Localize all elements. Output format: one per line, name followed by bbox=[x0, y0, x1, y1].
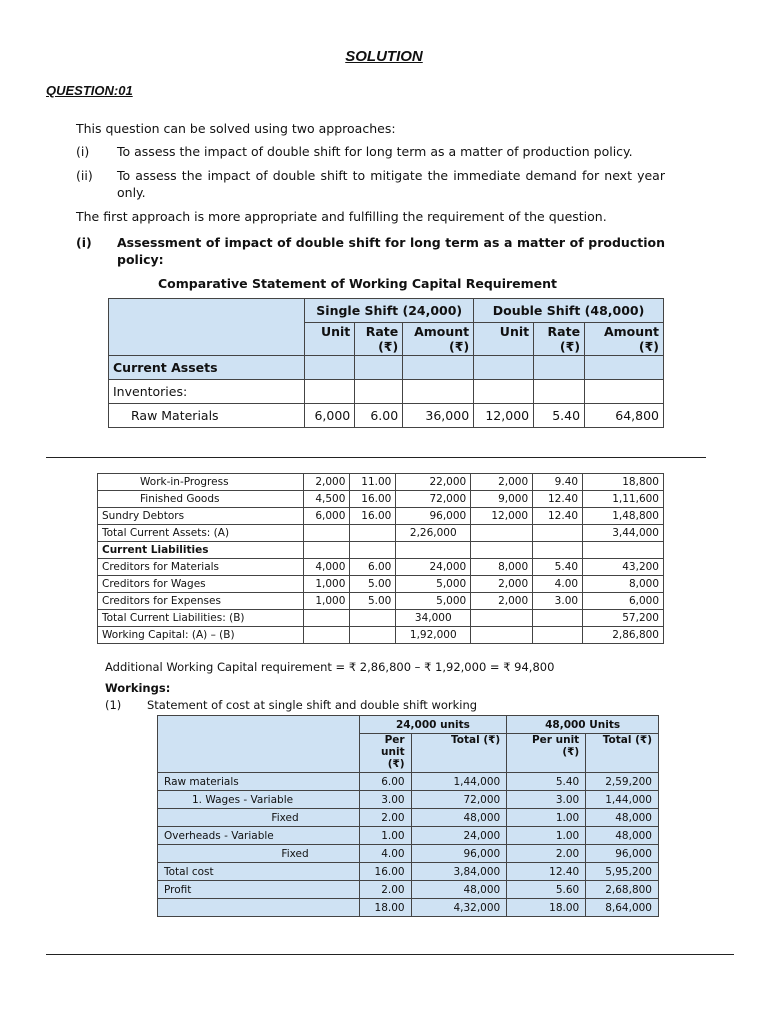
row-label: Creditors for Materials bbox=[98, 559, 304, 576]
col-total-24: Total (₹) bbox=[411, 734, 507, 773]
table-row bbox=[98, 525, 664, 542]
table-cell: 8,64,000 bbox=[586, 899, 659, 917]
table-cell bbox=[350, 610, 396, 627]
table-cell: 3,44,000 bbox=[583, 525, 664, 542]
table-cell: 22,000 bbox=[396, 474, 471, 491]
table-cell: 34,000 bbox=[396, 610, 471, 627]
table-cell: 8,000 bbox=[583, 576, 664, 593]
table-cell bbox=[350, 525, 396, 542]
col-rate-single: Rate (₹) bbox=[355, 323, 403, 356]
table-cell: 1.00 bbox=[507, 809, 586, 827]
inventories-label: Inventories: bbox=[109, 380, 305, 404]
table-cell: 64,800 bbox=[585, 404, 664, 428]
table-row bbox=[158, 809, 659, 827]
row-label: 1. Wages - Variable bbox=[158, 791, 360, 809]
approach-1-text: To assess the impact of double shift for long term as a matter of production policy. bbox=[117, 144, 633, 159]
col-unit-double: Unit bbox=[474, 323, 534, 356]
table-cell bbox=[304, 542, 350, 559]
table-cell: 5,000 bbox=[396, 576, 471, 593]
table-cell: 12.40 bbox=[507, 863, 586, 881]
table-cell bbox=[350, 627, 396, 644]
working-capital-table-part2 bbox=[97, 473, 664, 644]
section-i-num: (i) bbox=[76, 235, 92, 250]
row-label: Fixed bbox=[158, 845, 360, 863]
table-cell: 16.00 bbox=[350, 491, 396, 508]
row-label: Sundry Debtors bbox=[98, 508, 304, 525]
table-row bbox=[98, 627, 664, 644]
row-label: Raw materials bbox=[158, 773, 360, 791]
table-cell bbox=[471, 542, 533, 559]
intro-text: This question can be solved using two approaches: bbox=[76, 121, 396, 136]
table-cell: 24,000 bbox=[396, 559, 471, 576]
table-cell: 1,11,600 bbox=[583, 491, 664, 508]
table-cell: 1,44,000 bbox=[586, 791, 659, 809]
col-total-48: Total (₹) bbox=[586, 734, 659, 773]
table-cell: 3.00 bbox=[507, 791, 586, 809]
table-cell: 72,000 bbox=[411, 791, 507, 809]
table-cell: 2,68,800 bbox=[586, 881, 659, 899]
current-assets-label: Current Assets bbox=[109, 356, 305, 380]
table-cell: 9,000 bbox=[471, 491, 533, 508]
col-amount-single: Amount (₹) bbox=[403, 323, 474, 356]
table-cell: 4,32,000 bbox=[411, 899, 507, 917]
question-heading: QUESTION:01 bbox=[46, 83, 133, 98]
table-row bbox=[158, 845, 659, 863]
table-cell: 6,000 bbox=[583, 593, 664, 610]
table-cell bbox=[533, 627, 583, 644]
table-cell: 5.60 bbox=[507, 881, 586, 899]
page-divider bbox=[46, 457, 706, 458]
table-cell: 96,000 bbox=[586, 845, 659, 863]
table-cell: 43,200 bbox=[583, 559, 664, 576]
table-cell: 1.00 bbox=[507, 827, 586, 845]
table-cell bbox=[471, 627, 533, 644]
table-cell bbox=[304, 610, 350, 627]
table-cell: 6,000 bbox=[305, 404, 355, 428]
col-rate-double: Rate (₹) bbox=[534, 323, 585, 356]
table-row bbox=[98, 542, 664, 559]
table-cell bbox=[471, 610, 533, 627]
table-cell: 1,92,000 bbox=[396, 627, 471, 644]
table-cell: 3,84,000 bbox=[411, 863, 507, 881]
approach-2-text: To assess the impact of double shift to mitigate the immediate demand for next year only. bbox=[117, 168, 665, 200]
table-cell: 11.00 bbox=[350, 474, 396, 491]
row-label: Total Current Assets: (A) bbox=[98, 525, 304, 542]
table1-title: Comparative Statement of Working Capital Requirement bbox=[158, 276, 558, 291]
table-cell: 5,95,200 bbox=[586, 863, 659, 881]
table-row bbox=[98, 559, 664, 576]
page-heading: SOLUTION bbox=[345, 48, 423, 65]
table-cell: 16.00 bbox=[359, 863, 411, 881]
table-cell bbox=[304, 525, 350, 542]
first-approach-text: The first approach is more appropriate and fulfilling the requirement of the question. bbox=[76, 209, 607, 224]
table-cell: 5.40 bbox=[507, 773, 586, 791]
single-shift-header: Single Shift (24,000) bbox=[305, 299, 474, 323]
table-cell: 6.00 bbox=[350, 559, 396, 576]
approach-1-num: (i) bbox=[76, 144, 90, 159]
table-cell: 6,000 bbox=[304, 508, 350, 525]
table-cell: 2,000 bbox=[471, 474, 533, 491]
table-cell: 1.00 bbox=[359, 827, 411, 845]
table-cell: 96,000 bbox=[411, 845, 507, 863]
table-cell: 2,26,000 bbox=[396, 525, 471, 542]
table-row bbox=[158, 899, 659, 917]
row-label: Working Capital: (A) – (B) bbox=[98, 627, 304, 644]
workings-heading: Workings: bbox=[105, 681, 171, 695]
table-cell: 9.40 bbox=[533, 474, 583, 491]
table-cell: 12,000 bbox=[471, 508, 533, 525]
raw-materials-label: Raw Materials bbox=[109, 404, 305, 428]
table-cell bbox=[533, 542, 583, 559]
table-cell: 2,000 bbox=[304, 474, 350, 491]
working-1-num: (1) bbox=[105, 698, 122, 712]
table-row bbox=[98, 474, 664, 491]
table-row bbox=[158, 863, 659, 881]
table-cell: 1,000 bbox=[304, 593, 350, 610]
working-capital-table-part1 bbox=[108, 298, 664, 428]
table-cell: 2.00 bbox=[359, 809, 411, 827]
table-row bbox=[98, 576, 664, 593]
table-cell: 4,000 bbox=[304, 559, 350, 576]
table-row bbox=[158, 791, 659, 809]
table-cell: 2.00 bbox=[507, 845, 586, 863]
table-row bbox=[98, 610, 664, 627]
table-cell: 1,48,800 bbox=[583, 508, 664, 525]
page-bottom-rule bbox=[46, 954, 734, 955]
table-cell: 5,000 bbox=[396, 593, 471, 610]
table-cell: 2,000 bbox=[471, 576, 533, 593]
table-row bbox=[98, 491, 664, 508]
table-cell: 96,000 bbox=[396, 508, 471, 525]
table-cell: 36,000 bbox=[403, 404, 474, 428]
double-shift-header: Double Shift (48,000) bbox=[474, 299, 664, 323]
table-cell: 18.00 bbox=[359, 899, 411, 917]
row-label: Finished Goods bbox=[98, 491, 304, 508]
table-cell: 2,000 bbox=[471, 593, 533, 610]
table-cell: 1,000 bbox=[304, 576, 350, 593]
cost-statement-table bbox=[157, 715, 659, 917]
table-cell: 18.00 bbox=[507, 899, 586, 917]
table-cell: 5.40 bbox=[533, 559, 583, 576]
working-1-title: Statement of cost at single shift and double shift working bbox=[147, 698, 478, 712]
col-unit-single: Unit bbox=[305, 323, 355, 356]
group-24000-header: 24,000 units bbox=[359, 716, 507, 734]
table-cell: 48,000 bbox=[411, 809, 507, 827]
row-label: Fixed bbox=[158, 809, 360, 827]
table-cell bbox=[583, 542, 664, 559]
table-cell: 16.00 bbox=[350, 508, 396, 525]
table-cell: 6.00 bbox=[355, 404, 403, 428]
table1-blank-header bbox=[109, 299, 305, 356]
table-row bbox=[98, 508, 664, 525]
table-cell bbox=[533, 610, 583, 627]
row-label: Creditors for Wages bbox=[98, 576, 304, 593]
table-cell: 4.00 bbox=[359, 845, 411, 863]
table-cell: 4.00 bbox=[533, 576, 583, 593]
table-cell bbox=[396, 542, 471, 559]
table-cell: 24,000 bbox=[411, 827, 507, 845]
table-row bbox=[109, 404, 664, 428]
table-cell: 2,59,200 bbox=[586, 773, 659, 791]
table-cell: 4,500 bbox=[304, 491, 350, 508]
section-i-title: Assessment of impact of double shift for long term as a matter of production policy: bbox=[117, 235, 665, 267]
table-cell: 3.00 bbox=[359, 791, 411, 809]
table-cell: 57,200 bbox=[583, 610, 664, 627]
table3-blank-header bbox=[158, 716, 360, 773]
table-cell: 12,000 bbox=[474, 404, 534, 428]
row-label bbox=[158, 899, 360, 917]
table-cell bbox=[304, 627, 350, 644]
col-per-unit-24: Per unit (₹) bbox=[359, 734, 411, 773]
table-row bbox=[158, 881, 659, 899]
table-cell: 8,000 bbox=[471, 559, 533, 576]
table-cell: 72,000 bbox=[396, 491, 471, 508]
row-label: Total cost bbox=[158, 863, 360, 881]
row-label: Creditors for Expenses bbox=[98, 593, 304, 610]
table-cell: 2.00 bbox=[359, 881, 411, 899]
table-row bbox=[98, 593, 664, 610]
table-cell: 5.00 bbox=[350, 593, 396, 610]
table-row bbox=[158, 827, 659, 845]
table-cell: 6.00 bbox=[359, 773, 411, 791]
table-cell bbox=[533, 525, 583, 542]
table-cell: 18,800 bbox=[583, 474, 664, 491]
row-label: Profit bbox=[158, 881, 360, 899]
table-cell: 5.00 bbox=[350, 576, 396, 593]
row-label: Work-in-Progress bbox=[98, 474, 304, 491]
table-cell bbox=[471, 525, 533, 542]
table-cell: 48,000 bbox=[586, 827, 659, 845]
table-cell: 48,000 bbox=[411, 881, 507, 899]
group-48000-header: 48,000 Units bbox=[507, 716, 659, 734]
row-label: Total Current Liabilities: (B) bbox=[98, 610, 304, 627]
table-cell: 12.40 bbox=[533, 508, 583, 525]
table-cell bbox=[350, 542, 396, 559]
table-cell: 48,000 bbox=[586, 809, 659, 827]
additional-wc-text: Additional Working Capital requirement = ₹ 2,86,800 – ₹ 1,92,000 = ₹ 94,800 bbox=[105, 660, 555, 674]
table-cell: 3.00 bbox=[533, 593, 583, 610]
table-cell: 5.40 bbox=[534, 404, 585, 428]
row-label: Current Liabilities bbox=[98, 542, 304, 559]
table-cell: 2,86,800 bbox=[583, 627, 664, 644]
col-per-unit-48: Per unit (₹) bbox=[507, 734, 586, 773]
table-cell: 1,44,000 bbox=[411, 773, 507, 791]
table-row bbox=[158, 773, 659, 791]
col-amount-double: Amount (₹) bbox=[585, 323, 664, 356]
approach-2-num: (ii) bbox=[76, 168, 93, 183]
table-cell: 12.40 bbox=[533, 491, 583, 508]
row-label: Overheads - Variable bbox=[158, 827, 360, 845]
